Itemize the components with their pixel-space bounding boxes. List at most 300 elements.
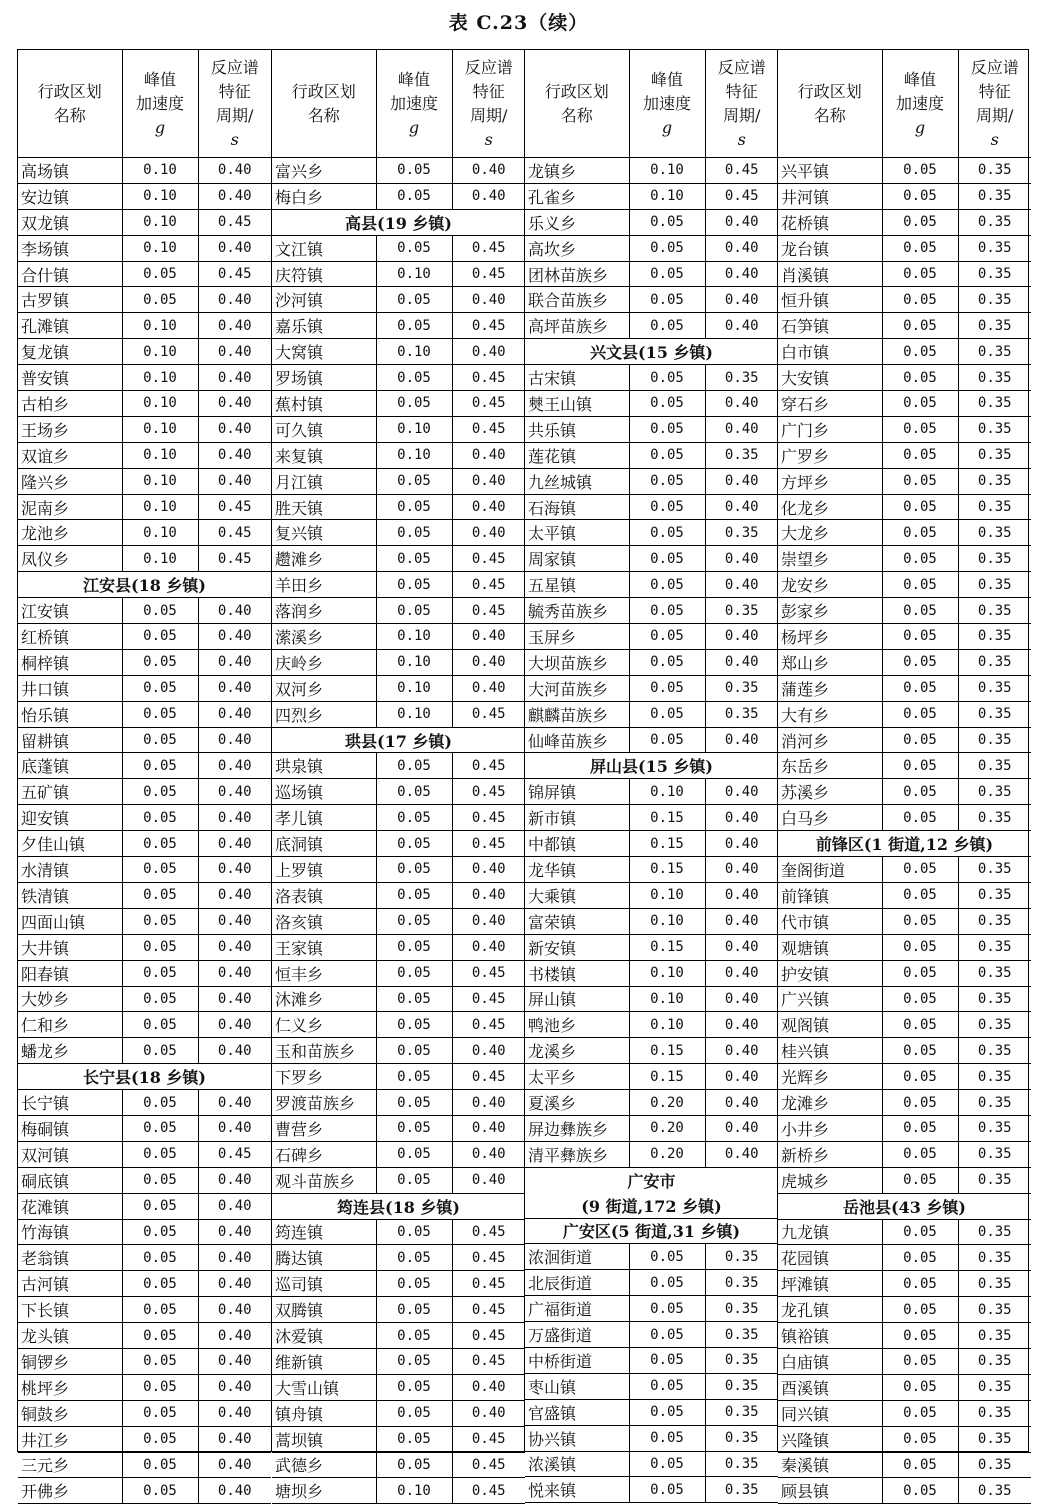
char-period: 0.40 — [705, 960, 778, 986]
region-name: 浓溪镇 — [525, 1451, 629, 1477]
char-period: 0.40 — [198, 805, 271, 831]
char-period: 0.40 — [452, 1374, 525, 1400]
peak-accel: 0.05 — [122, 1348, 198, 1374]
char-period: 0.35 — [958, 753, 1031, 779]
char-period: 0.35 — [958, 882, 1031, 908]
peak-accel: 0.05 — [882, 546, 958, 572]
char-period: 0.40 — [198, 934, 271, 960]
peak-accel: 0.05 — [629, 1296, 705, 1322]
table-row — [272, 261, 525, 287]
peak-accel: 0.05 — [376, 882, 452, 908]
table-row — [18, 416, 271, 442]
table-row — [18, 520, 271, 546]
region-name: 双腾镇 — [272, 1297, 376, 1323]
char-period: 0.40 — [198, 391, 271, 417]
table-row — [778, 520, 1031, 546]
region-name: 高场镇 — [18, 158, 122, 184]
header-line: 行政区划 — [544, 81, 609, 101]
region-name: 井江乡 — [18, 1426, 122, 1452]
peak-accel: 0.05 — [376, 520, 452, 546]
region-name: 恒升镇 — [778, 287, 882, 313]
char-period: 0.35 — [958, 1478, 1031, 1504]
peak-accel: 0.10 — [376, 649, 452, 675]
peak-accel: 0.05 — [882, 649, 958, 675]
peak-accel: 0.05 — [122, 805, 198, 831]
table-row — [18, 365, 271, 391]
region-name: 江安镇 — [18, 598, 122, 624]
region-name: 广罗乡 — [778, 442, 882, 468]
char-period: 0.40 — [705, 1115, 778, 1141]
table-row — [525, 1347, 778, 1373]
table-row — [778, 1400, 1031, 1426]
region-name: 龙华镇 — [525, 857, 629, 883]
char-period: 0.45 — [452, 313, 525, 339]
table-row — [778, 1038, 1031, 1064]
peak-accel: 0.05 — [629, 235, 705, 261]
region-name: 嘉乐镇 — [272, 313, 376, 339]
peak-accel: 0.05 — [882, 287, 958, 313]
table-row — [778, 1374, 1031, 1400]
section-heading: 屏山县(15 乡镇) — [525, 753, 778, 779]
peak-accel: 0.05 — [376, 831, 452, 857]
char-period: 0.45 — [452, 1478, 525, 1504]
char-period: 0.35 — [958, 1452, 1031, 1478]
region-name: 铁清镇 — [18, 882, 122, 908]
region-name: 屏边彝族乡 — [525, 1115, 629, 1141]
char-period: 0.40 — [705, 1012, 778, 1038]
table-row — [525, 261, 778, 287]
peak-accel: 0.20 — [629, 1115, 705, 1141]
char-period: 0.40 — [452, 158, 525, 184]
char-period: 0.40 — [452, 857, 525, 883]
table-column-3 — [524, 50, 777, 1501]
peak-accel: 0.05 — [629, 572, 705, 598]
table-row — [525, 986, 778, 1012]
table-row — [525, 624, 778, 650]
region-name: 双龙镇 — [18, 209, 122, 235]
char-period: 0.40 — [198, 1297, 271, 1323]
region-name: 底洞镇 — [272, 831, 376, 857]
peak-accel: 0.05 — [122, 1090, 198, 1116]
char-period: 0.35 — [705, 1244, 778, 1270]
char-period: 0.45 — [452, 1452, 525, 1478]
char-period: 0.35 — [958, 287, 1031, 313]
region-name: 来复镇 — [272, 442, 376, 468]
char-period: 0.35 — [958, 494, 1031, 520]
region-name: 罗场镇 — [272, 365, 376, 391]
peak-accel: 0.05 — [376, 1141, 452, 1167]
region-name: 维新镇 — [272, 1348, 376, 1374]
table-row — [778, 779, 1031, 805]
char-period: 0.40 — [198, 908, 271, 934]
region-name: 新桥乡 — [778, 1141, 882, 1167]
table-row — [272, 520, 525, 546]
header-line: 峰值 — [903, 69, 936, 89]
peak-accel: 0.05 — [376, 391, 452, 417]
header-line: 加速度 — [389, 93, 438, 113]
peak-accel: 0.10 — [122, 442, 198, 468]
table-row — [778, 1426, 1031, 1452]
header-line: 反应谱 — [210, 57, 259, 77]
peak-accel: 0.05 — [629, 1477, 705, 1503]
char-period: 0.40 — [198, 1478, 271, 1504]
table-row — [18, 1426, 271, 1452]
table-row — [525, 520, 778, 546]
peak-accel: 0.10 — [122, 546, 198, 572]
section-row — [272, 209, 525, 235]
table-row — [18, 391, 271, 417]
header-accel — [629, 50, 705, 158]
region-name: 浓洄街道 — [525, 1244, 629, 1270]
char-period: 0.40 — [198, 986, 271, 1012]
header-line: 名称 — [560, 105, 593, 125]
table-row — [778, 261, 1031, 287]
region-name: 观斗苗族乡 — [272, 1167, 376, 1193]
table-row — [272, 934, 525, 960]
table-row — [525, 1322, 778, 1348]
header-name — [18, 50, 122, 158]
char-period: 0.35 — [958, 675, 1031, 701]
peak-accel: 0.05 — [882, 779, 958, 805]
char-period: 0.45 — [452, 1012, 525, 1038]
table-row — [18, 1478, 271, 1504]
table-row — [18, 908, 271, 934]
table-row — [18, 1400, 271, 1426]
char-period: 0.40 — [705, 908, 778, 934]
table-row — [525, 908, 778, 934]
region-name: 阳春镇 — [18, 960, 122, 986]
table-row — [272, 649, 525, 675]
table-row — [272, 1012, 525, 1038]
char-period: 0.45 — [198, 261, 271, 287]
peak-accel: 0.05 — [882, 986, 958, 1012]
peak-accel: 0.05 — [122, 857, 198, 883]
table-row — [18, 1090, 271, 1116]
char-period: 0.40 — [705, 882, 778, 908]
table-row — [778, 442, 1031, 468]
table-row — [272, 624, 525, 650]
section-heading: 筠连县(18 乡镇) — [272, 1193, 525, 1219]
char-period: 0.40 — [198, 1400, 271, 1426]
region-name: 清平彝族乡 — [525, 1141, 629, 1167]
peak-accel: 0.10 — [629, 882, 705, 908]
region-name: 王场乡 — [18, 416, 122, 442]
peak-accel: 0.05 — [882, 494, 958, 520]
char-period: 0.45 — [452, 805, 525, 831]
char-period: 0.40 — [452, 649, 525, 675]
region-name: 观塘镇 — [778, 934, 882, 960]
peak-accel: 0.05 — [376, 235, 452, 261]
region-name: 合什镇 — [18, 261, 122, 287]
section-heading: 珙县(17 乡镇) — [272, 727, 525, 753]
table-row — [778, 1064, 1031, 1090]
region-name: 井河镇 — [778, 183, 882, 209]
table-row — [272, 753, 525, 779]
table-row — [272, 701, 525, 727]
peak-accel: 0.05 — [122, 908, 198, 934]
table-row — [272, 1452, 525, 1478]
region-name: 水清镇 — [18, 857, 122, 883]
peak-accel: 0.05 — [376, 546, 452, 572]
char-period: 0.40 — [705, 287, 778, 313]
char-period: 0.45 — [452, 572, 525, 598]
table-row — [272, 805, 525, 831]
char-period: 0.35 — [958, 183, 1031, 209]
peak-accel: 0.05 — [882, 1064, 958, 1090]
char-period: 0.40 — [452, 287, 525, 313]
peak-accel: 0.10 — [122, 520, 198, 546]
peak-accel: 0.05 — [122, 1400, 198, 1426]
region-name: 联合苗族乡 — [525, 287, 629, 313]
table-row — [525, 1373, 778, 1399]
char-period: 0.35 — [705, 1322, 778, 1348]
peak-accel: 0.05 — [882, 1297, 958, 1323]
char-period: 0.40 — [198, 1348, 271, 1374]
region-name: 仙峰苗族乡 — [525, 727, 629, 753]
peak-accel: 0.05 — [122, 1012, 198, 1038]
region-name: 李场镇 — [18, 235, 122, 261]
peak-accel: 0.05 — [376, 1115, 452, 1141]
char-period: 0.35 — [958, 209, 1031, 235]
char-period: 0.40 — [198, 183, 271, 209]
header-accel — [882, 50, 958, 158]
char-period: 0.40 — [452, 339, 525, 365]
table-row — [272, 1038, 525, 1064]
char-period: 0.35 — [958, 1012, 1031, 1038]
char-period: 0.45 — [198, 1141, 271, 1167]
char-period: 0.35 — [705, 598, 778, 624]
region-name: 沐爱镇 — [272, 1323, 376, 1349]
table-row — [778, 1245, 1031, 1271]
char-period: 0.45 — [198, 520, 271, 546]
region-name: 官盛镇 — [525, 1399, 629, 1425]
char-period: 0.40 — [198, 1219, 271, 1245]
region-name: 观阁镇 — [778, 1012, 882, 1038]
char-period: 0.35 — [958, 1374, 1031, 1400]
table-row — [18, 468, 271, 494]
header-line: s — [484, 129, 493, 149]
peak-accel: 0.05 — [629, 1347, 705, 1373]
char-period: 0.35 — [958, 468, 1031, 494]
region-name: 蟠龙乡 — [18, 1038, 122, 1064]
region-name: 潆溪乡 — [272, 624, 376, 650]
peak-accel: 0.10 — [122, 313, 198, 339]
region-name: 蒿坝镇 — [272, 1426, 376, 1452]
char-period: 0.35 — [958, 1090, 1031, 1116]
char-period: 0.35 — [958, 1323, 1031, 1349]
table-row — [18, 183, 271, 209]
char-period: 0.35 — [958, 1064, 1031, 1090]
char-period: 0.45 — [452, 1426, 525, 1452]
header-line: 行政区划 — [291, 81, 356, 101]
region-name: 莲花镇 — [525, 442, 629, 468]
peak-accel: 0.05 — [882, 1426, 958, 1452]
peak-accel: 0.05 — [882, 727, 958, 753]
region-name: 太平乡 — [525, 1064, 629, 1090]
region-name: 镇舟镇 — [272, 1400, 376, 1426]
peak-accel: 0.10 — [122, 391, 198, 417]
region-name: 锦屏镇 — [525, 779, 629, 805]
char-period: 0.40 — [705, 1038, 778, 1064]
table-row — [778, 1348, 1031, 1374]
peak-accel: 0.05 — [376, 1323, 452, 1349]
header-name — [525, 50, 629, 158]
table-row — [18, 986, 271, 1012]
region-name: 白市镇 — [778, 339, 882, 365]
char-period: 0.40 — [705, 805, 778, 831]
peak-accel: 0.05 — [882, 1374, 958, 1400]
table-row — [778, 934, 1031, 960]
peak-accel: 0.05 — [629, 442, 705, 468]
region-name: 毓秀苗族乡 — [525, 598, 629, 624]
char-period: 0.40 — [198, 779, 271, 805]
region-name: 郑山乡 — [778, 649, 882, 675]
region-name: 巡司镇 — [272, 1271, 376, 1297]
section-row — [18, 572, 271, 598]
peak-accel: 0.05 — [629, 1425, 705, 1451]
table-row — [778, 468, 1031, 494]
peak-accel: 0.05 — [122, 1478, 198, 1504]
table-row — [525, 882, 778, 908]
region-name: 趱滩乡 — [272, 546, 376, 572]
char-period: 0.40 — [198, 960, 271, 986]
table-row — [525, 1477, 778, 1503]
table-row — [778, 675, 1031, 701]
char-period: 0.35 — [958, 1141, 1031, 1167]
char-period: 0.40 — [198, 675, 271, 701]
peak-accel: 0.05 — [882, 624, 958, 650]
region-name: 白马乡 — [778, 805, 882, 831]
table-row — [778, 727, 1031, 753]
char-period: 0.35 — [958, 1348, 1031, 1374]
peak-accel: 0.05 — [376, 1038, 452, 1064]
peak-accel: 0.05 — [882, 391, 958, 417]
table-row — [778, 649, 1031, 675]
table-row — [18, 831, 271, 857]
char-period: 0.35 — [958, 416, 1031, 442]
table-row — [18, 1038, 271, 1064]
char-period: 0.40 — [198, 701, 271, 727]
region-name: 老翁镇 — [18, 1245, 122, 1271]
section-row — [18, 1064, 271, 1090]
char-period: 0.35 — [958, 1426, 1031, 1452]
char-period: 0.40 — [198, 158, 271, 184]
section-row — [778, 1193, 1031, 1219]
region-name: 仁义乡 — [272, 1012, 376, 1038]
table-row — [778, 287, 1031, 313]
peak-accel: 0.05 — [376, 1064, 452, 1090]
peak-accel: 0.10 — [376, 624, 452, 650]
peak-accel: 0.05 — [122, 598, 198, 624]
region-name: 花园镇 — [778, 1245, 882, 1271]
char-period: 0.40 — [198, 753, 271, 779]
table-row — [18, 1297, 271, 1323]
region-name: 洛亥镇 — [272, 908, 376, 934]
table-row — [525, 546, 778, 572]
char-period: 0.35 — [958, 1115, 1031, 1141]
region-name: 广福街道 — [525, 1296, 629, 1322]
region-name: 桃坪乡 — [18, 1374, 122, 1400]
table-column-1 — [18, 50, 271, 1502]
table-row — [272, 1115, 525, 1141]
header-line: s — [230, 129, 239, 149]
region-name: 庆岭乡 — [272, 649, 376, 675]
region-name: 高坎乡 — [525, 235, 629, 261]
region-name: 太平镇 — [525, 520, 629, 546]
peak-accel: 0.05 — [376, 1452, 452, 1478]
region-name: 广兴镇 — [778, 986, 882, 1012]
char-period: 0.45 — [452, 365, 525, 391]
char-period: 0.40 — [198, 727, 271, 753]
section-row — [778, 831, 1031, 857]
table-row — [18, 1348, 271, 1374]
region-name: 夏溪乡 — [525, 1090, 629, 1116]
region-name: 四烈乡 — [272, 701, 376, 727]
peak-accel: 0.05 — [629, 675, 705, 701]
header-line: 加速度 — [895, 93, 944, 113]
region-name: 留耕镇 — [18, 727, 122, 753]
region-name: 大妙乡 — [18, 986, 122, 1012]
table-row — [18, 1012, 271, 1038]
peak-accel: 0.05 — [882, 1452, 958, 1478]
region-name: 秦溪镇 — [778, 1452, 882, 1478]
table-row — [778, 1090, 1031, 1116]
peak-accel: 0.05 — [376, 494, 452, 520]
section-row — [525, 339, 778, 365]
table-row — [272, 1426, 525, 1452]
char-period: 0.40 — [198, 1038, 271, 1064]
table-row — [18, 287, 271, 313]
peak-accel: 0.05 — [882, 209, 958, 235]
char-period: 0.35 — [958, 779, 1031, 805]
peak-accel: 0.05 — [122, 287, 198, 313]
char-period: 0.35 — [958, 1271, 1031, 1297]
char-period: 0.40 — [452, 1115, 525, 1141]
char-period: 0.45 — [705, 183, 778, 209]
peak-accel: 0.15 — [629, 1038, 705, 1064]
table-row — [18, 261, 271, 287]
region-name: 泥南乡 — [18, 494, 122, 520]
char-period: 0.40 — [198, 1271, 271, 1297]
table-row — [272, 1348, 525, 1374]
peak-accel: 0.05 — [629, 727, 705, 753]
char-period: 0.40 — [452, 520, 525, 546]
table-row — [525, 1425, 778, 1451]
peak-accel: 0.05 — [376, 1400, 452, 1426]
char-period: 0.40 — [198, 624, 271, 650]
table-row — [18, 1219, 271, 1245]
region-name: 铜鼓乡 — [18, 1400, 122, 1426]
char-period: 0.40 — [198, 235, 271, 261]
peak-accel: 0.05 — [629, 209, 705, 235]
char-period: 0.40 — [452, 1090, 525, 1116]
peak-accel: 0.05 — [122, 701, 198, 727]
peak-accel: 0.05 — [376, 1090, 452, 1116]
section-row — [272, 727, 525, 753]
region-name: 下罗乡 — [272, 1064, 376, 1090]
peak-accel: 0.05 — [882, 960, 958, 986]
table-row — [778, 572, 1031, 598]
peak-accel: 0.05 — [122, 831, 198, 857]
table-row — [525, 727, 778, 753]
peak-accel: 0.05 — [376, 1348, 452, 1374]
table-row — [18, 934, 271, 960]
region-name: 龙池乡 — [18, 520, 122, 546]
table-row — [18, 779, 271, 805]
char-period: 0.35 — [958, 649, 1031, 675]
table-row — [272, 313, 525, 339]
peak-accel: 0.05 — [122, 1193, 198, 1219]
